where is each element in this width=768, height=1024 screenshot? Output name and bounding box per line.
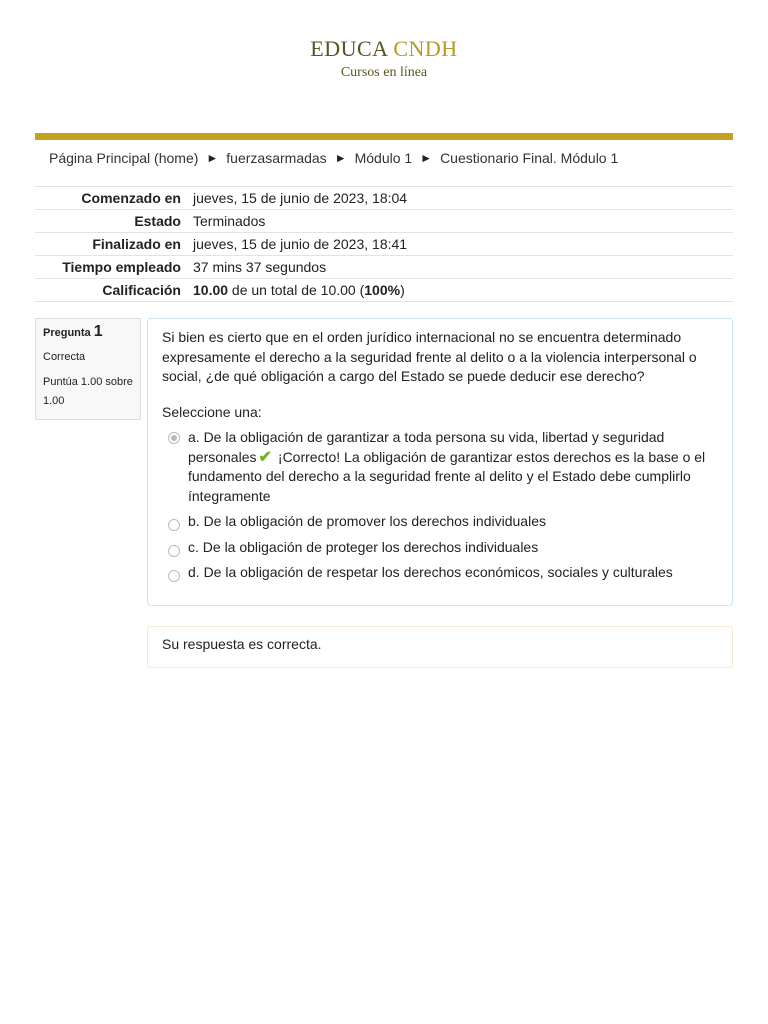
summary-key: Tiempo empleado [62, 259, 181, 275]
question-status: Correcta [43, 351, 86, 363]
answer-text-a: a. De la obligación de garantizar a toda persona su vida, libertad y seguridad personales [188, 429, 665, 465]
summary-row [35, 233, 733, 256]
summary-value: Terminados [193, 213, 266, 229]
question-text: Si bien es cierto que en el orden jurídico internacional no se encuentra determinado expresamente el derecho a la seguridad frente al delito o a la violencia interpersonal o social, ¿de qué obligación a cargo del Estado se puede deducir ese derecho? [162, 329, 697, 384]
breadcrumb-separator-icon: ► [334, 151, 347, 165]
question-number-value: 1 [93, 323, 103, 340]
answer-feedback-a: ¡Correcto! La obligación de garantizar estos derechos es la base o el fundamento del derecho a la seguridad frente al delito y el Estado debe cumplirlo íntegramente [188, 448, 706, 504]
question-points: Puntúa 1.00 sobre 1.00 [43, 376, 133, 407]
summary-row [35, 210, 733, 233]
answer-label-a [188, 428, 718, 506]
question-label: Pregunta [43, 327, 91, 339]
breadcrumb-separator-icon: ► [420, 151, 433, 165]
summary-value: jueves, 15 de junio de 2023, 18:04 [193, 190, 408, 206]
summary-key: Estado [134, 213, 181, 229]
breadcrumb-home[interactable]: Página Principal (home) [49, 150, 199, 166]
answer-prompt: Seleccione una: [162, 403, 262, 420]
summary-key: Finalizado en [92, 236, 181, 252]
answer-option-c[interactable] [162, 538, 718, 558]
breadcrumb-quiz[interactable]: Cuestionario Final. Módulo 1 [440, 150, 619, 166]
question-number [43, 323, 133, 341]
question-feedback: Su respuesta es correcta. [147, 626, 733, 668]
answer-option-a[interactable] [162, 428, 718, 506]
brand-cndh: CNDH [393, 36, 458, 61]
breadcrumb-module[interactable]: Módulo 1 [354, 150, 413, 166]
radio-a[interactable] [168, 432, 180, 444]
attempt-summary-table [35, 186, 733, 302]
grade-percent: 100% [364, 282, 401, 298]
summary-key: Calificación [102, 282, 181, 298]
answer-label-b: b. De la obligación de promover los derechos individuales [188, 513, 546, 529]
breadcrumb-course[interactable]: fuerzasarmadas [226, 150, 327, 166]
grade-middle: de un total de 10.00 ( [228, 282, 365, 298]
radio-b[interactable] [168, 519, 180, 531]
grade-score: 10.00 [193, 282, 229, 298]
grade-end: ) [400, 282, 405, 298]
summary-value: 37 mins 37 segundos [193, 259, 327, 275]
answer-option-d[interactable] [162, 563, 718, 583]
summary-row-grade [35, 279, 733, 302]
answer-label-d: d. De la obligación de respetar los derechos económicos, sociales y culturales [188, 564, 673, 580]
checkmark-icon: ✔ [258, 448, 272, 466]
radio-d[interactable] [168, 570, 180, 582]
answer-option-b[interactable] [162, 512, 718, 532]
question-content [147, 318, 733, 606]
summary-value: jueves, 15 de junio de 2023, 18:41 [193, 236, 408, 252]
summary-row [35, 256, 733, 279]
summary-row [35, 187, 733, 210]
question-info-panel [35, 318, 141, 420]
brand-educa: EDUCA [310, 36, 388, 61]
header-divider [35, 133, 733, 140]
site-brand [0, 36, 768, 81]
site-subtitle: Cursos en línea [340, 65, 428, 80]
grade-value [187, 279, 733, 302]
answer-label-c: c. De la obligación de proteger los derechos individuales [188, 538, 539, 555]
radio-c[interactable] [168, 545, 180, 557]
site-title[interactable] [0, 36, 768, 62]
summary-key: Comenzado en [81, 190, 181, 206]
breadcrumb [49, 150, 618, 166]
breadcrumb-separator-icon: ► [206, 151, 219, 165]
